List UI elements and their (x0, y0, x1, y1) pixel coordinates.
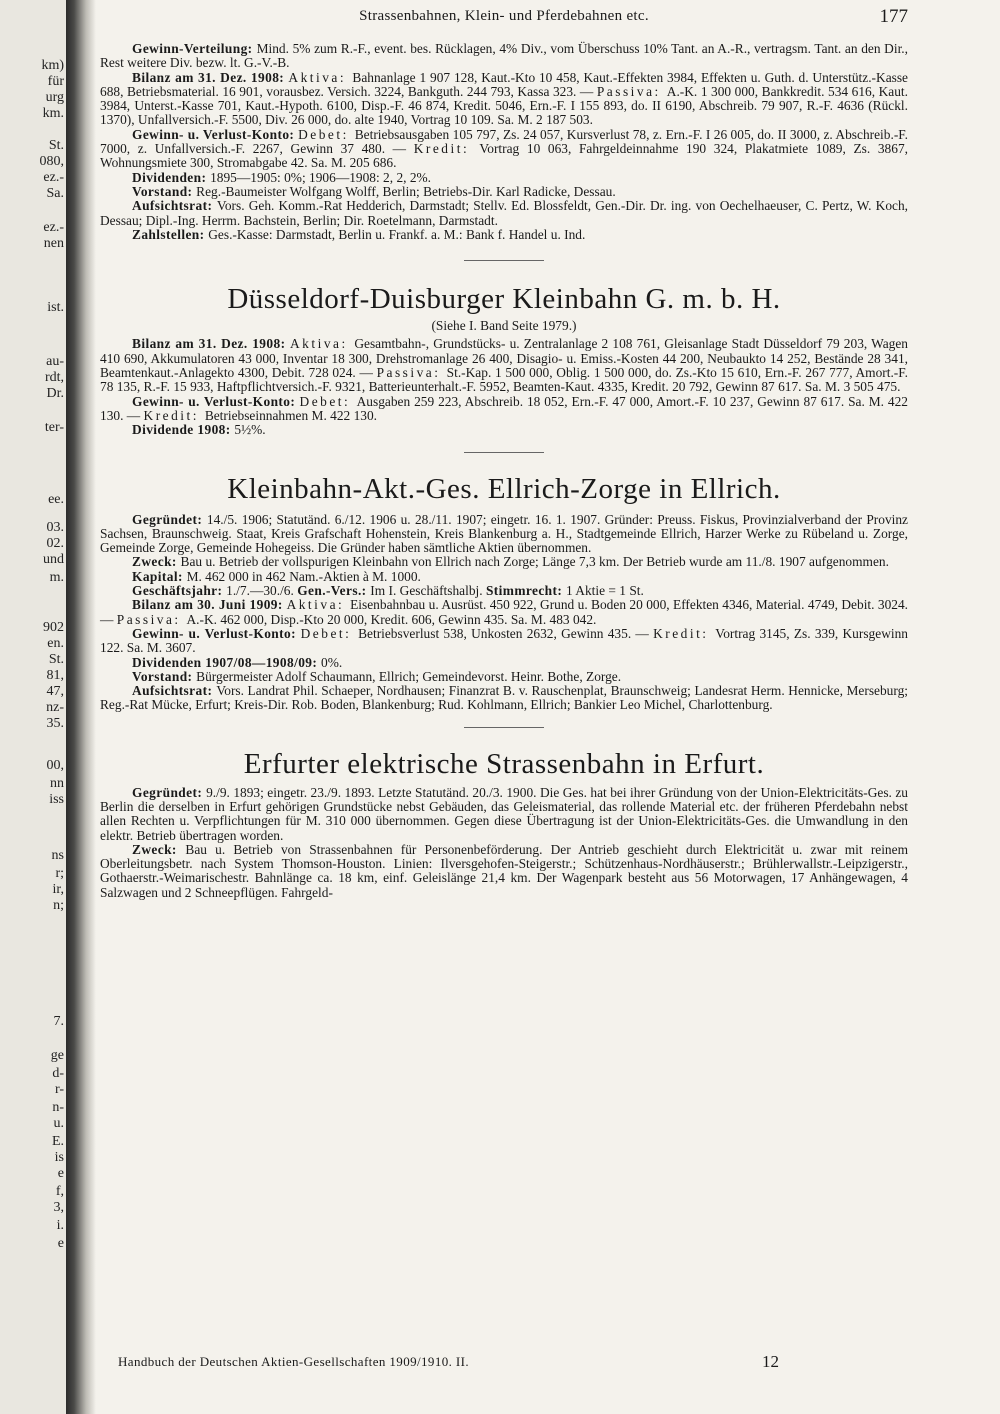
page-footer (100, 1350, 908, 1376)
account-label: Aktiva: (286, 597, 351, 613)
field-label: Gegründet: (132, 784, 207, 800)
field-text: Ges.-Kasse: Darmstadt, Berlin u. Frankf. a. M.: Bank f. Handel u. Ind. (208, 226, 586, 242)
facing-page-fragment: i. (56, 1218, 64, 1233)
signature-mark: 12 (762, 1352, 779, 1371)
field-label: Bilanz am 30. Juni 1909: (132, 597, 287, 613)
running-header (100, 8, 908, 32)
account-label: Kredit: (143, 407, 205, 423)
facing-page-fragment: 02. (46, 536, 64, 551)
field-text: Eisenbahnbau u. Ausrüst. 450 922, Grund u. Boden 20 000, Effekten 4346, Material. 4749, Debit. 3024. — (100, 597, 909, 627)
divider (464, 452, 544, 453)
section-duesseldorf-duisburger (100, 283, 908, 437)
facing-page-fragment: Sa. (46, 186, 64, 201)
facing-page-fragment: 902 (43, 620, 64, 635)
page (100, 0, 908, 1414)
account-label: Kredit: (653, 625, 716, 641)
facing-page-fragment: E. (51, 1134, 64, 1149)
field-text: 1 Aktie = 1 St. (566, 583, 644, 599)
account-label: Passiva: (596, 83, 667, 99)
field-label: Gegründet: (132, 511, 207, 527)
field-text: A.-K. 1 300 000, Bankkredit. 534 616, Kaut. 3984, Unterst.-Kasse 701, Kaut.-Hypoth. 6100, Disp.-F. 46 874, Kredit. 5046, Ern.-F. I 155 893, do. II 6190, Abschreib. 79 907, R.-F. 4636 (Rückl. 1370), Unfallversich.-F. 5500, Div. 26 000, do. alte 1940, Vortrag 10 109. Sa. M. 2 187 503. (100, 83, 908, 128)
field-text: Betriebseinnahmen M. 422 130. (204, 407, 378, 423)
facing-page-fragment: ez.- (43, 170, 64, 185)
field-text: Vors. Geh. Komm.-Rat Hedderich, Darmstadt; Stellv. Ed. Blossfeldt, Gen.-Dir. Dr. ing. von Oechelhaeuser, C. Pertz, W. Koch, Dessau; Dipl.-Ing. Herrm. Bachstein, Berlin; Dir. Roetelmann, Darmstadt. (100, 198, 909, 228)
entry-paragraph (100, 843, 908, 900)
field-text: M. 462 000 in 462 Nam.-Aktien à M. 1000. (186, 568, 421, 584)
section-title: Düsseldorf-Duisburger Kleinbahn G. m. b. H. (227, 283, 781, 316)
field-text: Ausgaben 259 223, Abschreib. 18 052, Ern.-F. 47 000, Amort.-F. 10 237, Gewinn 87 617. Sa. M. 422 130. — (100, 393, 908, 423)
entry-paragraph (100, 42, 908, 71)
facing-page-fragment: km. (42, 106, 64, 121)
left-page-margin (0, 0, 66, 1414)
field-label: Aufsichtsrat: (132, 198, 217, 214)
account-label: Passiva: (376, 365, 447, 381)
facing-page-fragment: 35. (46, 716, 64, 731)
field-text: Bau u. Betrieb von Strassenbahnen für Personenbeförderung. Der Antrieb geschieht durch Elektricität u. zwar mit reinem Oberleitungsbetr. nach System Thomson-Houston. Linien: Ilversgehofen-Steigerstr.; Schützenhaus-Nordhäuserstr.; Brühlerwallstr.-Leipzigerstr., Gothaerstr.-Weimarischestr. Bahnlänge ca. 18 km, einf. Geleislänge 21,4 km. Der Wagenpark besteht aus 56 Motorwagen, 17 Anhängewagen, 4 Salzwagen und 2 Schneepflügen. Fahrgeld- (100, 841, 908, 900)
field-label: Bilanz am 31. Dez. 1908: (132, 336, 291, 352)
entry-paragraph (100, 555, 908, 569)
facing-page-fragment: m. (49, 570, 64, 585)
page-content (100, 42, 908, 900)
field-text: Vors. Landrat Phil. Schaeper, Nordhausen; Finanzrat B. v. Rauschenplat, Braunschweig; Landesrat Herm. Hennicke, Merseburg; Reg.-Rat Mücke, Erfurt; Kreis-Dir. Rob. Boden, Blankenburg; Rud. Kohlmann, Ellrich; Bankier Leo Michel, Charlottenburg. (100, 683, 908, 713)
field-text: Bau u. Betrieb der vollspurigen Kleinbahn von Ellrich nach Zorge; Länge 7,3 km. Der Betrieb wurde am 11./8. 1907 aufgenommen. (180, 554, 889, 570)
facing-page-fragment: km) (41, 58, 64, 73)
book-gutter (66, 0, 96, 1414)
section-ellrich-zorge (100, 473, 908, 713)
entry-paragraph (100, 584, 908, 598)
entry-paragraph (100, 395, 908, 424)
field-label: Zweck: (132, 554, 181, 570)
facing-page-fragment: ee. (48, 492, 64, 507)
field-text: Mind. 5% zum R.-F., event. bes. Rücklagen, 4% Div., vom Überschuss 10% Tant. an A.-R., vertragsm. Tant. an den Dir., Rest weitere Div. bezw. lt. G.-V.-B. (100, 41, 908, 71)
entry-paragraph (100, 199, 908, 228)
account-label: Aktiva: (288, 69, 353, 85)
field-label: Bilanz am 31. Dez. 1908: (132, 69, 289, 85)
account-label: Debet: (299, 393, 357, 409)
field-label: Gewinn- u. Verlust-Konto: (132, 625, 301, 641)
facing-page-fragment: ns (51, 848, 64, 863)
entry-paragraph (100, 598, 908, 627)
facing-page-fragment: nn (50, 776, 64, 791)
account-label: Aktiva: (290, 336, 355, 352)
facing-page-fragment: e (57, 1236, 64, 1251)
account-label: Debet: (300, 625, 359, 641)
entry-paragraph (100, 684, 908, 713)
entry-paragraph (100, 423, 908, 437)
facing-page-fragment: e (57, 1166, 64, 1181)
entry-paragraph (100, 128, 908, 171)
facing-page-fragment: 7. (53, 1014, 64, 1029)
facing-page-fragment: rdt, (44, 370, 64, 385)
field-label: Zweck: (132, 841, 186, 857)
field-label: Zahlstellen: (132, 226, 209, 242)
facing-page-fragment: urg (45, 90, 64, 105)
field-label: Stimmrecht: (485, 583, 566, 599)
field-label: Vorstand: (132, 668, 197, 684)
facing-page-fragment: nen (43, 236, 64, 251)
divider (464, 260, 544, 261)
facing-page-fragment: r; (55, 866, 64, 881)
entry-paragraph (100, 627, 908, 656)
field-text: 0%. (321, 654, 343, 670)
page-number: 177 (879, 6, 908, 27)
header-title: Strassenbahnen, Klein- und Pferdebahnen etc. (359, 8, 649, 24)
facing-page-fragment: 3, (53, 1200, 64, 1215)
facing-page-fragment: 81, (46, 668, 64, 683)
field-label: Gen.-Vers.: (297, 583, 371, 599)
entry-paragraph (100, 228, 908, 242)
field-text: Bahnanlage 1 907 128, Kaut.-Kto 10 458, Kaut.-Effekten 3984, Effekten u. Guth. d. Unterstütz.-Kasse 688, Betriebsmaterial. 16 901, vorausbez. Versich. 3224, Bankguth. 244 793, Kassa 323. — (100, 69, 908, 99)
facing-page-fragment: ez.- (43, 220, 64, 235)
facing-page-fragment: au- (46, 354, 64, 369)
field-label: Aufsichtsrat: (132, 683, 217, 699)
field-label: Gewinn-Verteilung: (132, 41, 257, 56)
entry-paragraph (100, 670, 908, 684)
account-label: Debet: (298, 126, 355, 142)
field-label: Vorstand: (132, 183, 197, 199)
section-continued-entry (100, 42, 908, 242)
facing-page-fragment: ir, (52, 882, 64, 897)
section-erfurter-strassenbahn (100, 748, 908, 900)
field-text: Bürgermeister Adolf Schaumann, Ellrich; Gemeindevorst. Heinr. Bothe, Zorge. (196, 668, 622, 684)
account-label: Kredit: (413, 141, 480, 157)
facing-page-fragment: nz- (46, 700, 64, 715)
field-text: Vortrag 10 063, Fahrgeldeinnahme 190 324, Plakatmiete 1089, Zs. 3867, Wohnungsmiete 300, Stromabgabe 42. Sa. M. 205 686. (100, 141, 908, 171)
field-text: Im I. Geschäftshalbj. (370, 583, 486, 599)
facing-page-fragment: r- (54, 1082, 64, 1097)
field-text: A.-K. 462 000, Disp.-Kto 20 000, Kredit. 606, Gewinn 435. Sa. M. 483 042. (186, 611, 597, 627)
entry-paragraph (100, 570, 908, 584)
facing-page-fragment: Dr. (46, 386, 64, 401)
facing-page-fragment: en. (47, 636, 64, 651)
facing-page-fragment: 080, (39, 154, 64, 169)
facing-page-fragment: 03. (46, 520, 64, 535)
section-title: Kleinbahn-Akt.-Ges. Ellrich-Zorge in Ellrich. (227, 472, 781, 505)
field-text: Betriebsverlust 538, Unkosten 2632, Gewinn 435. — (358, 625, 654, 641)
field-text: Vortrag 3145, Zs. 339, Kursgewinn 122. Sa. M. 3607. (100, 625, 908, 656)
entry-paragraph (100, 513, 908, 556)
entry-paragraph (100, 185, 908, 199)
entry-paragraph (100, 656, 908, 670)
field-label: Dividende 1908: (132, 422, 235, 438)
facing-page-fragment: n; (53, 898, 64, 913)
facing-page-fragment: iss (49, 792, 64, 807)
facing-page-fragment: für (47, 74, 64, 89)
facing-page-fragment: 47, (46, 684, 64, 699)
field-text: 9./9. 1893; eingetr. 23./9. 1893. Letzte Statutänd. 20./3. 1900. Die Ges. hat bei ihrer Gründung von der Union-Elektricitäts-Ges. zu Berlin die derselben in Erfurt gehörigen Grundstücke nebst Gebäuden, das Geleismaterial, das rollende Material etc. der früheren Pferdebahn nebst allen Rechten u. Verpflichtungen für M. 310 000 übernommen. Gegen diese Übertragung ist der Union-Elektricitäts-Ges. die Umwandlung in den elektr. Betrieb übertragen worden. (100, 784, 908, 843)
divider (464, 727, 544, 728)
entry-paragraph (100, 786, 908, 843)
field-text: 1./7.—30./6. (226, 583, 298, 599)
facing-page-fragment: ge (50, 1048, 64, 1063)
field-text: 5½%. (234, 422, 266, 438)
facing-page-fragment: 00, (46, 758, 64, 773)
section-subtitle: (Siehe I. Band Seite 1979.) (431, 318, 577, 334)
field-text: Reg.-Baumeister Wolfgang Wolff, Berlin; Betriebs-Dir. Karl Radicke, Dessau. (196, 183, 616, 199)
field-text: Gesamtbahn-, Grundstücks- u. Zentralanlage 2 108 761, Gleisanlage Stadt Düsseldorf 79 203, Wagen 410 690, Akkumulatoren 43 000, Inventar 18 300, Drehstromanlage 26 400, Disagio- u. Emiss.-Kosten 44 200, Neubaukto 14 252, Bestände 28 341, Beamtenkaut.-Anlagekto 4300, Debit. 728 024. — (100, 336, 909, 381)
field-label: Dividenden: (132, 169, 211, 185)
field-text: Betriebsausgaben 105 797, Zs. 24 057, Kursverlust 78, z. Ern.-F. I 26 005, do. II 3000, z. Abschreib.-F. 7000, z. Unfallversich.-F. 2267, Gewinn 37 480. — (100, 126, 908, 157)
field-label: Dividenden 1907/08—1908/09: (132, 654, 322, 670)
field-label: Geschäftsjahr: (132, 583, 227, 599)
entry-paragraph (100, 71, 908, 128)
field-text: 14./5. 1906; Statutänd. 6./12. 1906 u. 28./11. 1907; eingetr. 16. 1. 1907. Gründer: Preuss. Fiskus, Provinzialverband der Provinz Sachsen, Braunschweig. Staat, Kreis Grafschaft Hohenstein, Kreis Blankenburg a. H., Stadtgemeinde Ellrich, Harzer Werke zu Rübeland u. Zorge, Gemeinde Zorge, Gemeinde Hohegeiss. Die Gründer haben sämtliche Aktien übernommen. (100, 511, 909, 556)
entry-paragraph (100, 171, 908, 185)
facing-page-fragment: St. (48, 652, 64, 667)
facing-page-fragment: is (54, 1150, 64, 1165)
section-title: Erfurter elektrische Strassenbahn in Erfurt. (243, 747, 765, 780)
facing-page-fragment: und (43, 552, 64, 567)
facing-page-fragment: ist. (47, 300, 64, 315)
account-label: Passiva: (116, 611, 187, 627)
facing-page-fragment: St. (48, 138, 64, 153)
field-text: St.-Kap. 1 500 000, Oblig. 1 500 000, do. Zs.-Kto 15 610, Ern.-F. 267 777, Amort.-F. 78 135, R.-F. 15 933, Haftpflichtversich.-F. 9321, Batterieunterhalt.-F. 5952, Beamten-Kaut. 4335, Kredit. 20 792, Gewinn 87 617. Sa. M. 3 505 475. (100, 365, 908, 395)
entry-paragraph (100, 337, 908, 394)
facing-page-fragment: u. (53, 1116, 64, 1131)
footer-text: Handbuch der Deutschen Aktien-Gesellschaften 1909/1910. II. (118, 1354, 470, 1369)
field-label: Gewinn- u. Verlust-Konto: (132, 126, 299, 142)
facing-page-fragment: f, (55, 1184, 64, 1199)
facing-page-fragment: d- (52, 1066, 64, 1081)
field-label: Kapital: (132, 568, 187, 584)
field-label: Gewinn- u. Verlust-Konto: (132, 393, 300, 409)
facing-page-fragment: n- (52, 1100, 64, 1115)
field-text: 1895—1905: 0%; 1906—1908: 2, 2, 2%. (210, 169, 432, 185)
facing-page-fragment: ter- (44, 420, 64, 435)
